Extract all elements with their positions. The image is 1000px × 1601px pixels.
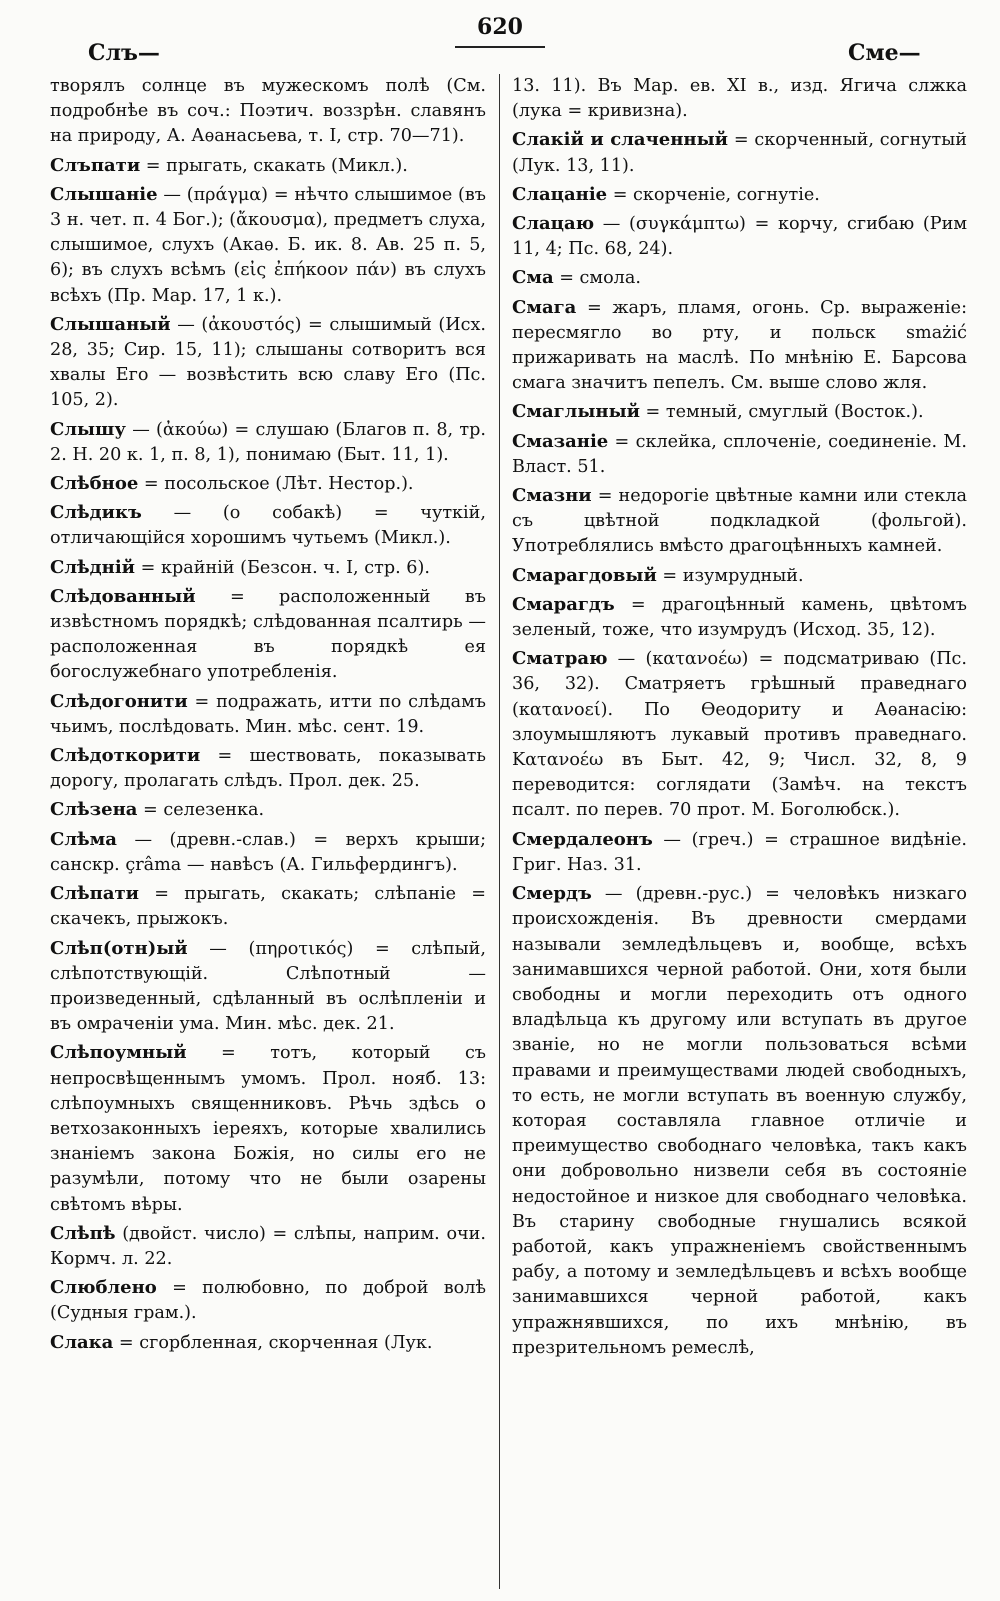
entry-definition: = скорченіе, согнутіе. bbox=[607, 184, 820, 205]
entry-headword: Слѣма bbox=[50, 828, 117, 850]
entry-headword: Смарагдовый bbox=[512, 564, 657, 586]
entry-definition: — (ἀκούω) = слушаю (Благов п. 8, тр. 2. Н. 20 к. 1, п. 8, 1), понимаю (Быт. 11, 1). bbox=[50, 419, 486, 465]
entry-definition: = жаръ, пламя, огонь. Ср. выраженіе: пересмягло во рту, и польск smażić прижаривать на маслѣ. По мнѣнію Е. Барсова смага значитъ пепелъ. См. выше слово жля. bbox=[512, 297, 967, 394]
dictionary-entry bbox=[512, 563, 967, 589]
running-head-right: Сме— bbox=[848, 40, 921, 66]
dictionary-entry bbox=[50, 1040, 486, 1217]
entry-definition: 13. 11). Въ Мар. ев. XI в., изд. Ягича слжка (лука = кривизна). bbox=[512, 76, 967, 122]
entry-definition: — (συγκάμπτω) = корчу, сгибаю (Рим 11, 4; Пс. 68, 24). bbox=[512, 214, 967, 260]
dictionary-entry bbox=[512, 827, 967, 878]
entry-definition: = драгоцѣнный камень, цвѣтомъ зеленый, тоже, что изумрудъ (Исход. 35, 12). bbox=[512, 594, 967, 641]
entry-headword: Слѣдогонити bbox=[50, 690, 188, 712]
entry-definition: = тотъ, который съ непросвѣщеннымъ умомъ. Прол. нояб. 13: слѣпоумныхъ священниковъ. Рѣчь здѣсь о ветхозаконныхъ іереяхъ, которые хвалились знаніемъ закона Божія, но силы его не разумѣли, потому что не были озарены свѣтомъ вѣры. bbox=[50, 1043, 486, 1215]
entry-definition: = прыгать, скакать; слѣпаніе = скачекъ, прыжокъ. bbox=[50, 884, 486, 930]
dictionary-entry bbox=[50, 471, 486, 497]
entry-definition: = склейка, сплоченіе, соединеніе. М. Власт. 51. bbox=[512, 431, 967, 477]
entry-definition: — (древн.-рус.) = человѣкъ низкаго происхожденія. Въ древности смердами называли земледѣльцевъ и, вообще, всѣхъ занимавшихся черной работой. Они, хотя были свободны и могли переходить отъ одного владѣльца къ другому или вступать въ другое званіе, но не могли пользоваться всѣми правами и преимуществами людей свободныхъ, то есть, не могли вступать въ военную службу, которая составляла главное отличіе и преимущество свободнаго человѣка, такъ какъ они добровольно низвели себя въ состояніе недостойное и низкое для свободнаго человѣка. Въ старину свободные гнушались всякой работой, какъ упражненіемъ свойственнымъ рабу, а потому и земледѣльцевъ и всѣхъ вообще занимавшихся черной работой, какъ упражнявшихся, по ихъ мнѣнію, въ презрительномъ ремеслѣ, bbox=[512, 884, 967, 1358]
entry-definition: = скорченный, согнутый (Лук. 13, 11). bbox=[512, 130, 967, 176]
entry-headword: Сматраю bbox=[512, 648, 608, 670]
dictionary-entry bbox=[50, 153, 486, 179]
entry-headword: Смердъ bbox=[512, 883, 592, 905]
entry-headword: Слѣдикъ bbox=[50, 502, 142, 524]
entry-definition: — (πράγμα) = нѣчто слышимое (въ 3 н. чет. п. 4 Бог.); (ἄκουσμα), предметъ слуха, слышимое, слухъ (Акаѳ. Б. ик. 8. Ав. 25 п. 5, 6); въ слухъ всѣмъ (εἰς ἐπήκοον πάν) въ слухъ всѣхъ (Пр. Мар. 17, 1 к.). bbox=[50, 184, 486, 306]
entry-definition: творялъ солнце въ мужескомъ полѣ (См. подробнѣе въ соч.: Поэтич. воззрѣн. славянъ на природу, А. Аѳанасьева, т. I, стр. 70—71). bbox=[50, 76, 486, 147]
dictionary-entry bbox=[50, 827, 486, 878]
entry-headword: Слацаю bbox=[512, 213, 595, 235]
dictionary-entry bbox=[50, 417, 486, 468]
page-number-rule bbox=[455, 46, 545, 48]
dictionary-entry bbox=[50, 936, 486, 1038]
entry-headword: Слышу bbox=[50, 418, 126, 440]
entry-headword: Смазаніе bbox=[512, 430, 609, 452]
entry-definition: — (κατανοέω) = подсматриваю (Пс. 36, 32). Сматряетъ грѣшный праведнаго (κατανοεί). По Ѳеодориту и Аѳанасію: злоумышляютъ лукавый противъ праведнаго. Κατανοέω въ Быт. 42, 9; Числ. 32, 8, 9 переводится: соглядати (Замѣч. на текстъ псалт. по перев. 70 прот. М. Боголюбск.). bbox=[512, 649, 967, 821]
entry-headword: Слака bbox=[50, 1331, 114, 1353]
left-column bbox=[50, 74, 486, 1589]
entry-definition: (двойст. число) = слѣпы, наприм. очи. Кормч. л. 22. bbox=[50, 1223, 486, 1269]
dictionary-entry bbox=[50, 312, 486, 414]
entry-headword: Сма bbox=[512, 267, 554, 289]
entry-headword: Слѣдованный bbox=[50, 585, 196, 607]
entry-definition: = расположенный въ извѣстномъ порядкѣ; слѣдованная псалтирь — расположенная въ порядкѣ ея богослужебнаго употребленія. bbox=[50, 586, 486, 683]
entry-headword: Слѣпоумный bbox=[50, 1042, 187, 1064]
dictionary-entry bbox=[50, 743, 486, 794]
dictionary-entry bbox=[512, 265, 967, 291]
dictionary-entry bbox=[512, 127, 967, 178]
dictionary-entry bbox=[50, 689, 486, 740]
entry-headword: Слѣзена bbox=[50, 799, 138, 821]
dictionary-entry bbox=[512, 646, 967, 823]
dictionary-entry bbox=[50, 1275, 486, 1326]
dictionary-entry bbox=[50, 584, 486, 686]
dictionary-entry bbox=[50, 1330, 486, 1356]
dictionary-entry bbox=[512, 429, 967, 480]
entry-definition: — (πηροτικός) = слѣпый, слѣпотствующій. Слѣпотный — произведенный, сдѣланный въ ослѣпленіи и въ омраченіи ума. Мин. мѣс. дек. 21. bbox=[50, 938, 486, 1035]
entry-headword: Слъпати bbox=[50, 154, 141, 176]
dictionary-entry bbox=[50, 555, 486, 581]
dictionary-entry bbox=[512, 399, 967, 425]
dictionary-entry bbox=[50, 797, 486, 823]
dictionary-entry bbox=[512, 881, 967, 1361]
dictionary-entry bbox=[512, 295, 967, 397]
entry-headword: Смазни bbox=[512, 485, 592, 507]
entry-definition: — (древн.-слав.) = верхъ крыши; санскр. çrâma — навѣсъ (А. Гильфердингъ). bbox=[50, 829, 486, 875]
dictionary-entry bbox=[50, 182, 486, 309]
entry-definition: = сгорбленная, скорченная (Лук. bbox=[113, 1332, 433, 1353]
entry-headword: Слѣдоткорити bbox=[50, 745, 201, 767]
entry-definition: = крайній (Безсон. ч. I, стр. 6). bbox=[135, 557, 430, 578]
entry-headword: Слышаніе bbox=[50, 183, 158, 205]
entry-definition: = шествовать, показывать дорогу, пролагать слѣдъ. Прол. дек. 25. bbox=[50, 746, 486, 792]
entry-definition: = изумрудный. bbox=[656, 565, 804, 586]
entry-headword: Слацаніе bbox=[512, 183, 608, 205]
entry-headword: Смаглыный bbox=[512, 401, 640, 423]
dictionary-entry bbox=[50, 881, 486, 932]
dictionary-entry bbox=[512, 483, 967, 560]
dictionary-entry bbox=[512, 592, 967, 643]
entry-definition: = смола. bbox=[553, 268, 641, 289]
running-head-left: Слъ— bbox=[88, 40, 160, 66]
page-number: 620 bbox=[477, 14, 523, 40]
right-column bbox=[512, 74, 967, 1589]
entry-definition: = темный, смуглый (Восток.). bbox=[639, 402, 924, 423]
entry-definition: = недорогіе цвѣтные камни или стекла съ цвѣтной подкладкой (фольгой). Употреблялись вмѣсто драгоцѣнныхъ камней. bbox=[512, 486, 967, 557]
entry-definition: — (о собакѣ) = чуткій, отличающійся хорошимъ чутьемъ (Микл.). bbox=[50, 503, 486, 549]
entry-definition: = подражать, итти по слѣдамъ чьимъ, послѣдовать. Мин. мѣс. сент. 19. bbox=[50, 691, 486, 737]
dictionary-entry bbox=[512, 211, 967, 262]
entry-headword: Слѣп(отн)ый bbox=[50, 937, 188, 959]
entry-headword: Смага bbox=[512, 296, 577, 318]
entry-definition: = селезенка. bbox=[137, 800, 265, 821]
column-divider bbox=[499, 74, 500, 1589]
entry-headword: Смарагдъ bbox=[512, 593, 615, 615]
entry-continuation bbox=[50, 74, 486, 150]
entry-definition: — (греч.) = страшное видѣніе. Григ. Наз. 31. bbox=[512, 829, 967, 875]
dictionary-entry bbox=[50, 1221, 486, 1272]
entry-headword: Слѣпати bbox=[50, 883, 140, 905]
entry-headword: Смердалеонъ bbox=[512, 828, 653, 850]
entry-headword: Слюблено bbox=[50, 1277, 157, 1299]
entry-headword: Слѣпѣ bbox=[50, 1222, 116, 1244]
dictionary-entry bbox=[50, 500, 486, 551]
entry-headword: Слѣдній bbox=[50, 556, 136, 578]
entry-definition: = полюбовно, по доброй волѣ (Судныя грам.). bbox=[50, 1278, 486, 1324]
entry-definition: = посольское (Лѣт. Нестор.). bbox=[138, 474, 414, 495]
entry-continuation bbox=[512, 74, 967, 124]
entry-headword: Слышаный bbox=[50, 313, 171, 335]
entry-headword: Слакій и слаченный bbox=[512, 129, 728, 151]
dictionary-entry bbox=[512, 182, 967, 208]
entry-headword: Слѣбное bbox=[50, 473, 139, 495]
entry-definition: — (ἀκουστός) = слышимый (Исх. 28, 35; Сир. 15, 11); слышаны сотворитъ вся хвалы Его — возвѣстить всю славу Его (Пс. 105, 2). bbox=[50, 314, 486, 411]
entry-definition: = прыгать, скакать (Микл.). bbox=[140, 155, 408, 176]
